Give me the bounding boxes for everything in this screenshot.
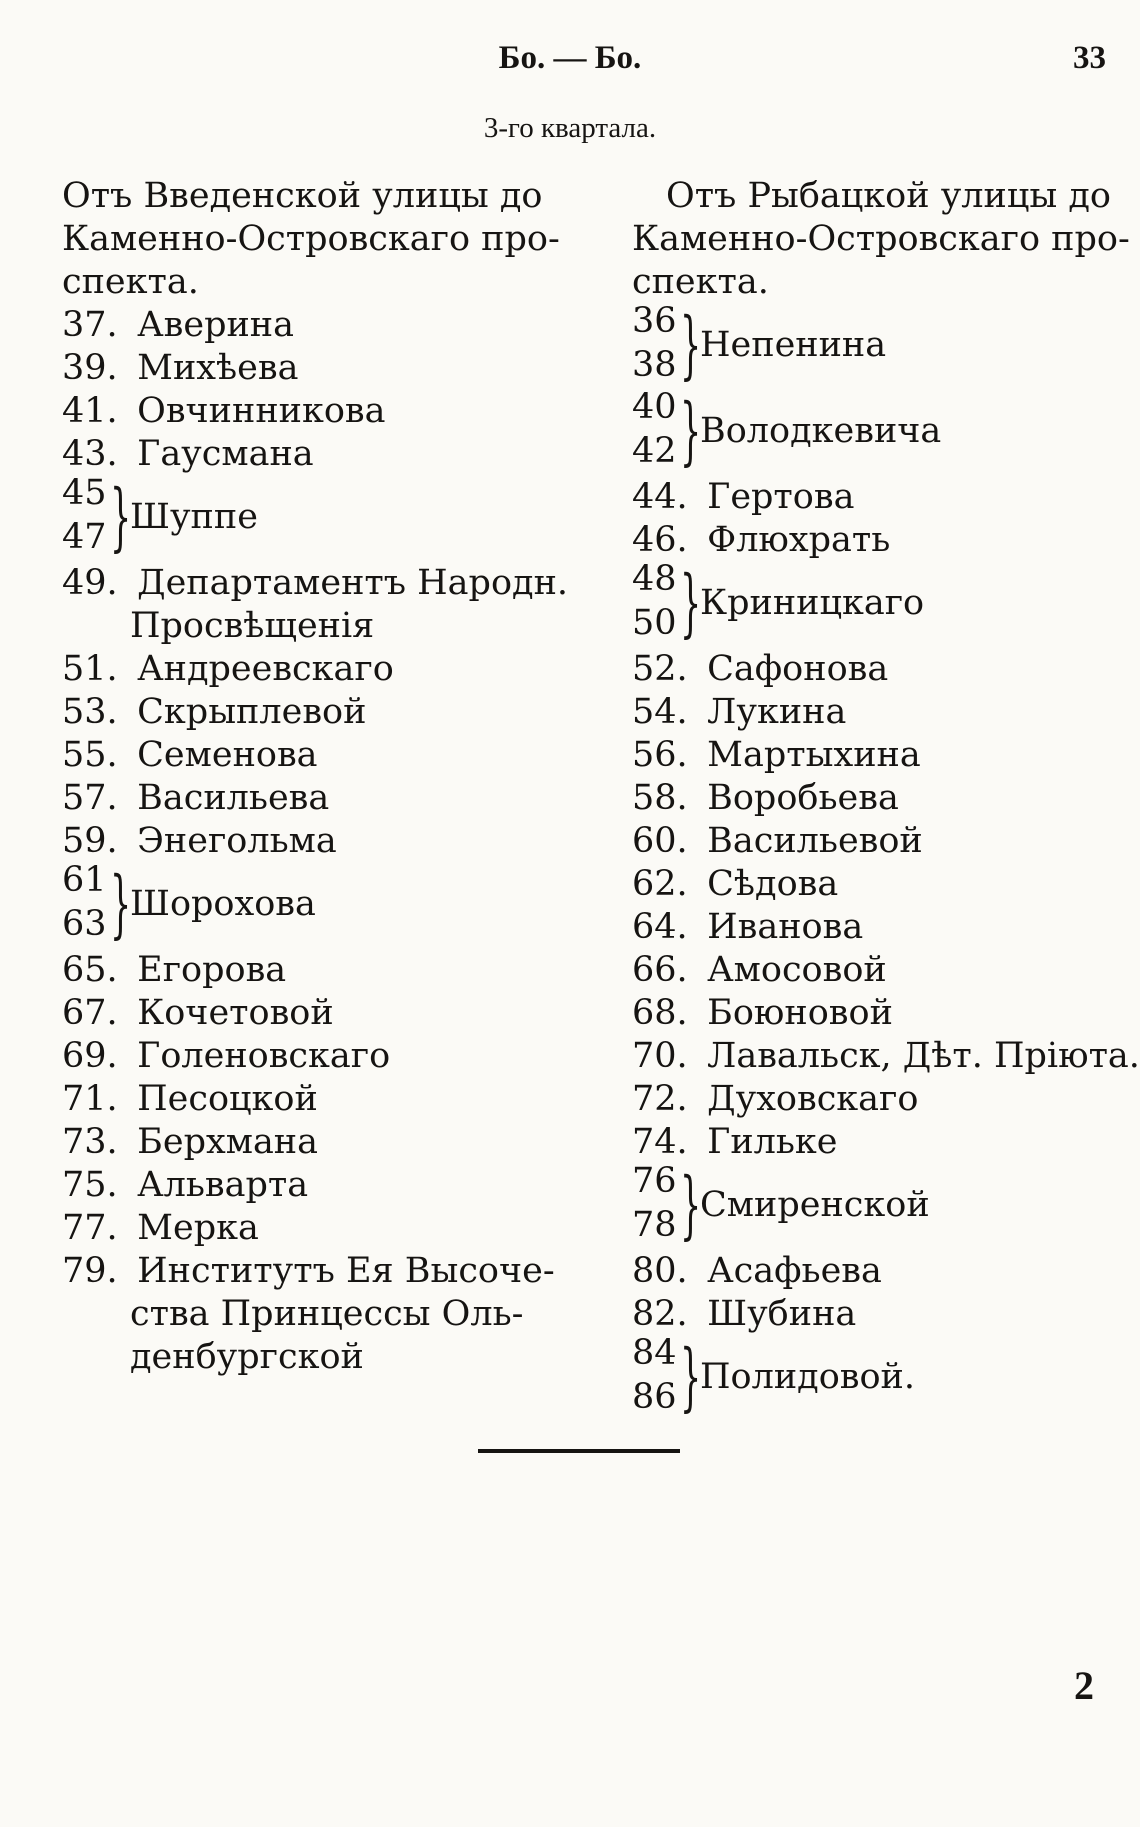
house-number: 46.: [632, 520, 688, 560]
owner-name: Шубина: [707, 1294, 857, 1334]
owner-name: Егорова: [137, 950, 287, 990]
owner-name: Аверина: [137, 305, 294, 345]
owner-name: Шорохова: [130, 884, 316, 924]
house-number: 84: [632, 1333, 677, 1373]
house-number: 52.: [632, 649, 688, 689]
owner-name: Берхмана: [137, 1122, 319, 1162]
paired-entry: [62, 473, 562, 562]
curly-brace-icon: }: [680, 560, 702, 646]
list-item: [62, 1207, 562, 1250]
house-number: 71.: [62, 1079, 118, 1119]
house-number: 54.: [632, 692, 688, 732]
owner-name-continued: ства Принцессы Оль-: [130, 1294, 524, 1334]
right-street-description: [632, 175, 1130, 304]
owner-name: Асафьева: [707, 1251, 882, 1291]
owner-name: Сѣдова: [707, 864, 839, 904]
owner-name: Духовскаго: [707, 1079, 919, 1119]
list-item: [62, 1078, 562, 1121]
list-item: [632, 648, 1112, 691]
right-desc-line-1: Отъ Рыбацкой улицы до: [666, 176, 1111, 216]
list-item: [632, 949, 1112, 992]
owner-name: Скрыплевой: [137, 692, 367, 732]
house-number: 58.: [632, 778, 688, 818]
paired-entry: [632, 301, 1112, 390]
list-item: [632, 906, 1112, 949]
left-desc-line-1: Отъ Введенской улицы до: [62, 176, 543, 216]
owner-name: Мерка: [137, 1208, 259, 1248]
house-number: 40: [632, 387, 677, 427]
house-number: 74.: [632, 1122, 688, 1162]
owner-name: Лукина: [707, 692, 847, 732]
house-number: 38: [632, 345, 677, 385]
list-item: [62, 1250, 562, 1379]
owner-name: Овчинникова: [137, 391, 386, 431]
owner-name-continued: денбургской: [130, 1337, 364, 1377]
owner-name: Иванова: [707, 907, 864, 947]
left-desc-line-2: Каменно-Островскаго про-: [62, 219, 560, 259]
list-item: [62, 734, 562, 777]
left-column: [62, 175, 569, 1379]
owner-name: Михѣева: [137, 348, 299, 388]
list-item: [632, 1293, 1112, 1336]
owner-name: Непенина: [700, 325, 887, 365]
house-number: 65.: [62, 950, 118, 990]
house-number: 62.: [632, 864, 688, 904]
owner-name: Мартыхина: [707, 735, 921, 775]
list-item: [632, 1078, 1112, 1121]
left-street-description: [62, 175, 562, 304]
owner-name: Сафонова: [707, 649, 889, 689]
left-entries-list: [62, 304, 569, 1379]
owner-name-continued: Просвѣщенія: [130, 606, 375, 646]
house-number: 61: [62, 860, 107, 900]
list-item: [62, 1121, 562, 1164]
house-number: 75.: [62, 1165, 118, 1205]
right-desc-line-2: Каменно-Островскаго про-: [632, 219, 1130, 259]
owner-name: Боюновой: [707, 993, 893, 1033]
curly-brace-icon: }: [680, 1162, 702, 1248]
owner-name: Андреевскаго: [137, 649, 394, 689]
paired-entry: [632, 1333, 1112, 1422]
paired-entry: [632, 559, 1112, 648]
list-item: [632, 820, 1112, 863]
house-number: 79.: [62, 1251, 118, 1291]
owner-name: Воробьева: [707, 778, 899, 818]
house-number: 37.: [62, 305, 118, 345]
list-item: [62, 347, 562, 390]
house-number: 60.: [632, 821, 688, 861]
running-head: Бо. — Бо.: [498, 40, 642, 76]
list-item: [632, 863, 1112, 906]
list-item: [632, 691, 1112, 734]
list-item: [632, 1035, 1140, 1078]
owner-name: Голеновскаго: [137, 1036, 391, 1076]
paired-entry: [62, 860, 562, 949]
house-number: 66.: [632, 950, 688, 990]
owner-name: Гилькe: [707, 1122, 838, 1162]
owner-name: Володкевича: [700, 411, 942, 451]
owner-name: Флюхрать: [707, 520, 891, 560]
house-number: 48: [632, 559, 677, 599]
list-item: [632, 1121, 1112, 1164]
list-item: [62, 992, 562, 1035]
list-item: [632, 519, 1112, 562]
house-number: 72.: [632, 1079, 688, 1119]
house-number: 45: [62, 473, 107, 513]
left-desc-line-3: спекта.: [62, 262, 199, 302]
house-number: 63: [62, 904, 107, 944]
curly-brace-icon: }: [680, 1334, 702, 1420]
house-number: 56.: [632, 735, 688, 775]
house-number: 76: [632, 1161, 677, 1201]
list-item: [632, 992, 1112, 1035]
paired-entry: [632, 1161, 1112, 1250]
owner-name: Семенова: [137, 735, 318, 775]
owner-name: Криницкаго: [700, 583, 925, 623]
house-number: 78: [632, 1205, 677, 1245]
curly-brace-icon: }: [680, 388, 702, 474]
owner-name: Энегольма: [137, 821, 337, 861]
house-number: 42: [632, 431, 677, 471]
section-subtitle: 3-го квартала.: [483, 112, 657, 144]
house-number: 77.: [62, 1208, 118, 1248]
list-item: [62, 820, 562, 863]
house-number: 51.: [62, 649, 118, 689]
list-item: [62, 648, 562, 691]
list-item: [632, 734, 1112, 777]
list-item: [62, 433, 562, 476]
right-desc-line-3: спекта.: [632, 262, 769, 302]
curly-brace-icon: }: [680, 302, 702, 388]
house-number: 73.: [62, 1122, 118, 1162]
house-number: 36: [632, 301, 677, 341]
house-number: 49.: [62, 563, 118, 603]
list-item: [62, 777, 562, 820]
house-number: 39.: [62, 348, 118, 388]
owner-name: Амосовой: [707, 950, 887, 990]
house-number: 55.: [62, 735, 118, 775]
owner-name: Гертова: [707, 477, 855, 517]
house-number: 50: [632, 603, 677, 643]
house-number: 41.: [62, 391, 118, 431]
house-number: 80.: [632, 1251, 688, 1291]
owner-name: Институтъ Ея Высоче-: [137, 1251, 555, 1291]
paired-entry: [632, 387, 1112, 476]
house-number: 86: [632, 1377, 677, 1417]
owner-name: Шуппе: [130, 497, 258, 537]
signature-mark: 2: [1074, 1663, 1094, 1708]
list-item: [62, 949, 562, 992]
curly-brace-icon: }: [110, 474, 132, 560]
owner-name: Департаментъ Народн.: [137, 563, 569, 603]
list-item: [62, 691, 562, 734]
list-item: [632, 1250, 1112, 1293]
house-number: 82.: [632, 1294, 688, 1334]
owner-name: Смиренской: [700, 1185, 930, 1225]
owner-name: Полидовой.: [700, 1357, 916, 1397]
list-item: [62, 1035, 562, 1078]
house-number: 43.: [62, 434, 118, 474]
curly-brace-icon: }: [110, 861, 132, 947]
owner-name: Кочетовой: [137, 993, 334, 1033]
owner-name: Альварта: [137, 1165, 309, 1205]
house-number: 69.: [62, 1036, 118, 1076]
owner-name: Лавальск, Дѣт. Пріюта.: [707, 1036, 1140, 1076]
right-entries-list: [632, 301, 1140, 1422]
section-divider-rule: [478, 1449, 680, 1453]
house-number: 47: [62, 517, 107, 557]
house-number: 64.: [632, 907, 688, 947]
house-number: 70.: [632, 1036, 688, 1076]
house-number: 57.: [62, 778, 118, 818]
list-item: [62, 1164, 562, 1207]
list-item: [62, 304, 562, 347]
list-item: [62, 562, 569, 648]
house-number: 44.: [632, 477, 688, 517]
list-item: [62, 390, 562, 433]
owner-name: Гаусмана: [137, 434, 314, 474]
house-number: 59.: [62, 821, 118, 861]
owner-name: Васильева: [137, 778, 330, 818]
list-item: [632, 476, 1112, 519]
house-number: 68.: [632, 993, 688, 1033]
owner-name: Васильевой: [707, 821, 923, 861]
page-number: 33: [1073, 40, 1106, 76]
list-item: [632, 777, 1112, 820]
house-number: 67.: [62, 993, 118, 1033]
house-number: 53.: [62, 692, 118, 732]
owner-name: Песоцкой: [137, 1079, 318, 1119]
right-column: [632, 175, 1140, 1422]
